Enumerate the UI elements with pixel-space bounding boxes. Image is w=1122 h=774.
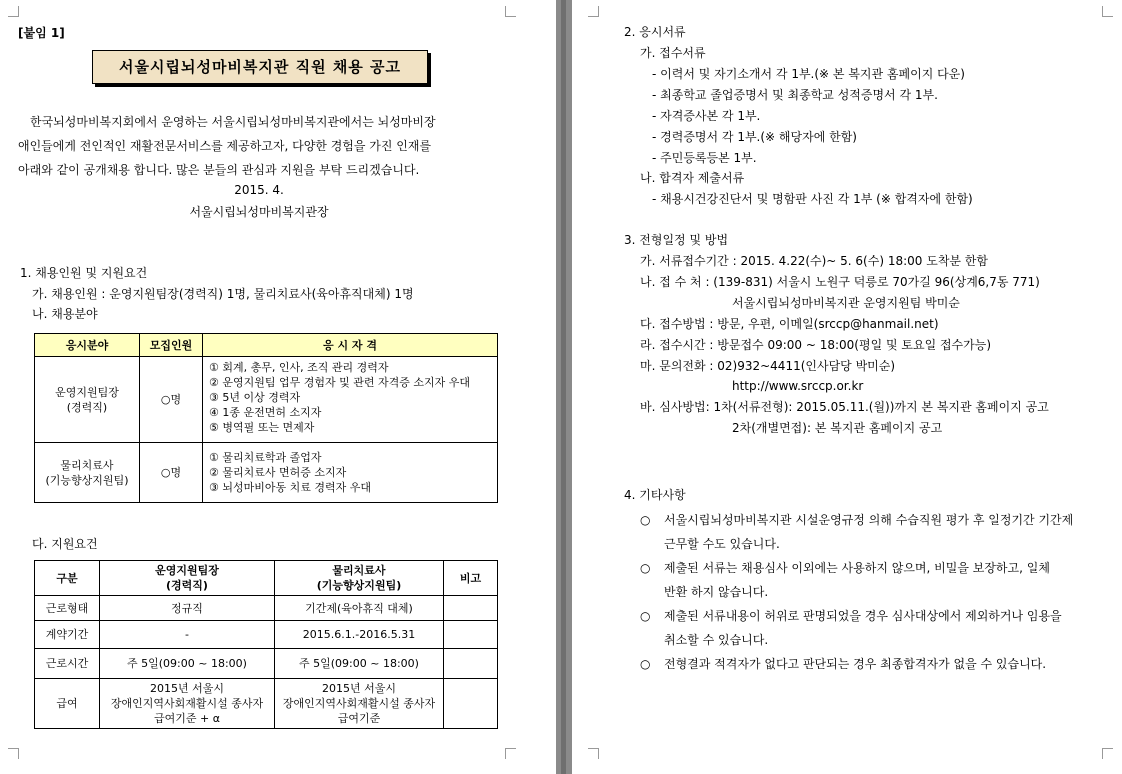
notes-list [640,508,1100,676]
list-item [640,604,1100,652]
table-row [35,621,498,649]
table-cell: 2015.6.1.-2016.5.31 [275,621,444,649]
table-cell [444,649,498,679]
table-row [35,679,498,729]
note-line: 반환 하지 않습니다. [664,585,769,599]
table-cell [444,679,498,729]
column-header: 비고 [444,561,498,596]
field-name: 운영지원팀장 [55,385,119,399]
corner-mark [1102,6,1113,17]
document-item: - 최종학교 졸업증명서 및 최종학교 성적증명서 각 1부. [652,88,938,102]
circle-bullet-icon: ○ [640,609,651,623]
column-header [100,561,275,596]
cell-line: 2015년 서울시 [322,682,396,695]
table-cell: 정규직 [100,596,275,621]
row-label: 근로형태 [35,596,100,621]
circle-bullet-icon: ○ [640,561,651,575]
list-item [640,556,1100,604]
column-header: 응 시 자 격 [203,334,498,357]
document-item: - 이력서 및 자기소개서 각 1부.(※ 본 복지관 홈페이지 다운) [652,67,965,81]
table-cell [444,596,498,621]
count-cell: ○명 [140,443,203,503]
requirements-table [34,333,498,503]
table-cell: 기간제(육아휴직 대체) [275,596,444,621]
table-cell [275,679,444,729]
left-page [0,0,556,774]
cell-line: 급여기준 + α [154,712,220,725]
qualification: ② 물리치료사 면허증 소지자 [209,466,347,479]
corner-mark [588,6,599,17]
count-cell: ○명 [140,357,203,443]
field-type: (경력직) [66,400,108,414]
row-label: 근로시간 [35,649,100,679]
subsection-heading: 가. 접수서류 [640,46,706,60]
table-row [35,443,498,503]
qualification: ① 회계, 총무, 인사, 조직 관리 경력자 [209,361,389,374]
intro-line: 한국뇌성마비복지회에서 운영하는 서울시립뇌성마비복지관에서는 뇌성마비장 [30,115,436,129]
section-heading: 4. 기타사항 [624,488,686,502]
note-line: 제출된 서류내용이 허위로 판명되었을 경우 심사대상에서 제외하거나 임용을 [664,609,1062,623]
schedule-item: 가. 서류접수기간 : 2015. 4.22(수)~ 5. 6(수) 18:00 도착분 한함 [640,254,988,268]
corner-mark [1102,748,1113,759]
intro-paragraph [18,110,504,182]
issuer: 서울시립뇌성마비복지관장 [189,205,329,219]
cell-line: 2015년 서울시 [150,682,224,695]
conditions-table [34,560,498,729]
section-heading: 3. 전형일정 및 방법 [624,233,729,247]
circle-bullet-icon: ○ [640,513,651,527]
page-gap [556,0,572,774]
corner-mark [588,748,599,759]
schedule-item-continued: 2차(개별면접): 본 복지관 홈페이지 공고 [732,421,943,435]
qualification-cell [203,443,498,503]
page-divider [561,0,566,774]
schedule-item: 나. 접 수 처 : (139-831) 서울시 노원구 덕릉로 70가길 96(상계6,7동 771) [640,275,1040,289]
schedule-item-continued: 서울시립뇌성마비복지관 운영지원팀 박미순 [732,296,960,310]
note-line: 제출된 서류는 채용심사 이외에는 사용하지 않으며, 비밀을 보장하고, 일체 [664,561,1050,575]
section-heading: 2. 응시서류 [624,25,686,39]
document-item: - 주민등록등본 1부. [652,151,757,165]
schedule-item: 마. 문의전화 : 02)932~4411(인사담당 박미순) [640,359,896,373]
table-header-row [35,334,498,357]
cell-line: 장애인지역사회재활시설 종사자 [110,697,264,710]
column-header [275,561,444,596]
note-line: 전형결과 적격자가 없다고 판단되는 경우 최종합격자가 없을 수 있습니다. [664,657,1047,671]
qualification: ⑤ 병역필 또는 면제자 [209,421,315,434]
intro-line: 애인들에게 전인적인 재활전문서비스를 제공하고자, 다양한 경험을 가진 인재를 [18,139,432,153]
note-line: 근무할 수도 있습니다. [664,537,780,551]
table-row [35,649,498,679]
qualification: ③ 5년 이상 경력자 [209,391,301,404]
section-heading: 1. 채용인원 및 지원요건 [20,266,148,280]
table-cell: - [100,621,275,649]
subsection-heading: 나. 합격자 제출서류 [640,171,745,185]
intro-line: 아래와 같이 공개채용 합니다. 많은 분들의 관심과 지원을 부탁 드리겠습니다. [18,163,420,177]
qualification: ④ 1종 운전면허 소지자 [209,406,322,419]
document-item: - 자격증사본 각 1부. [652,109,761,123]
column-header: 구분 [35,561,100,596]
field-cell [35,443,140,503]
list-item [640,508,1100,556]
note-line: 취소할 수 있습니다. [664,633,769,647]
corner-mark [505,6,516,17]
column-header-line: 물리치료사 [332,564,386,577]
field-type: (기능향상지원팀) [45,473,129,487]
row-label: 급여 [35,679,100,729]
note-line: 서울시립뇌성마비복지관 시설운영규정 의해 수습직원 평가 후 일정기간 기간제 [664,513,1074,527]
recruit-field-heading: 나. 채용분야 [32,307,98,321]
field-name: 물리치료사 [60,458,114,472]
conditions-heading: 다. 지원요건 [32,537,98,551]
table-row [35,357,498,443]
corner-mark [505,748,516,759]
schedule-item: 바. 심사방법: 1차(서류전형): 2015.05.11.(월))까지 본 복지관 홈페이지 공고 [640,400,1049,414]
qualification-cell [203,357,498,443]
corner-mark [8,748,19,759]
column-header-line: (경력직) [166,579,208,592]
cell-line: 장애인지역사회재활시설 종사자 [282,697,436,710]
table-header-row [35,561,498,596]
table-row [35,596,498,621]
schedule-item: 라. 접수시간 : 방문접수 09:00 ~ 18:00(평일 및 토요일 접수가능) [640,338,992,352]
column-header-line: (기능향상지원팀) [316,579,402,592]
document-title: 서울시립뇌성마비복지관 직원 채용 공고 [92,50,428,84]
qualification: ③ 뇌성마비아동 치료 경력자 우대 [209,481,371,494]
field-cell [35,357,140,443]
website-link[interactable]: http://www.srccp.or.kr [732,379,864,393]
attachment-label: [붙임 1] [18,26,65,40]
table-cell: 주 5일(09:00 ~ 18:00) [100,649,275,679]
corner-mark [8,6,19,17]
column-header: 모집인원 [140,334,203,357]
list-item [640,652,1100,676]
table-cell [444,621,498,649]
notice-date: 2015. 4. [234,183,284,197]
table-cell: 주 5일(09:00 ~ 18:00) [275,649,444,679]
recruit-count: 가. 채용인원 : 운영지원팀장(경력직) 1명, 물리치료사(육아휴직대체) 1명 [32,287,414,301]
row-label: 계약기간 [35,621,100,649]
column-header: 응시분야 [35,334,140,357]
cell-line: 급여기준 [337,712,381,725]
column-header-line: 운영지원팀장 [155,564,219,577]
schedule-item: 다. 접수방법 : 방문, 우편, 이메일(srccp@hanmail.net) [640,317,939,331]
circle-bullet-icon: ○ [640,657,651,671]
table-cell [100,679,275,729]
qualification: ② 운영지원팀 업무 경험자 및 관련 자격증 소지자 우대 [209,376,470,389]
document-item: - 채용시건강진단서 및 명함판 사진 각 1부 (※ 합격자에 한함) [652,192,973,206]
document-item: - 경력증명서 각 1부.(※ 해당자에 한함) [652,130,857,144]
qualification: ① 물리치료학과 졸업자 [209,451,322,464]
